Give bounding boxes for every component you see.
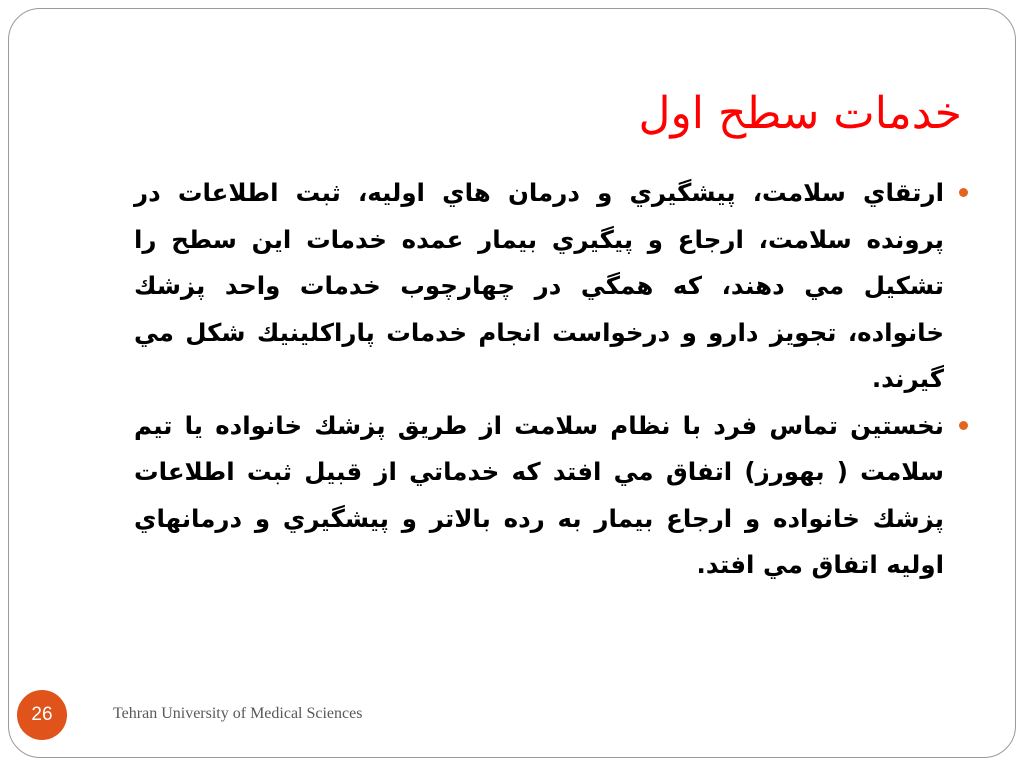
bullet-list: [134, 170, 944, 589]
bullet-text: ارتقاي سلامت، پيشگيري و درمان هاي اوليه، ثبت اطلاعات در پرونده سلامت، ارجاع و پيگيري بيمار عمده خدمات اين سطح را تشكيل مي دهند، كه همگي در چهارچوب خدمات واحد پزشك خانواده، تجويز دارو و درخواست انجام خدمات پاراكلينيك شكل مي گيرند.: [134, 178, 944, 393]
page-number-badge: 26: [17, 690, 67, 740]
bullet-text: نخستين تماس فرد با نظام سلامت از طريق پزشك خانواده يا تيم سلامت ( بهورز) اتفاق مي افتد كه خدماتي از قبيل ثبت اطلاعات پزشك خانواده و ارجاع بيمار به رده بالاتر و پيشگيري و درمانهاي اوليه اتفاق مي افتد.: [134, 410, 944, 579]
bullet-dot-icon: [959, 421, 968, 430]
bullet-item: [134, 170, 944, 403]
slide-title: خدمات سطح اول: [638, 88, 962, 139]
bullet-dot-icon: [959, 188, 968, 197]
footer-text: Tehran University of Medical Sciences: [113, 705, 363, 722]
bullet-item: [134, 403, 944, 589]
